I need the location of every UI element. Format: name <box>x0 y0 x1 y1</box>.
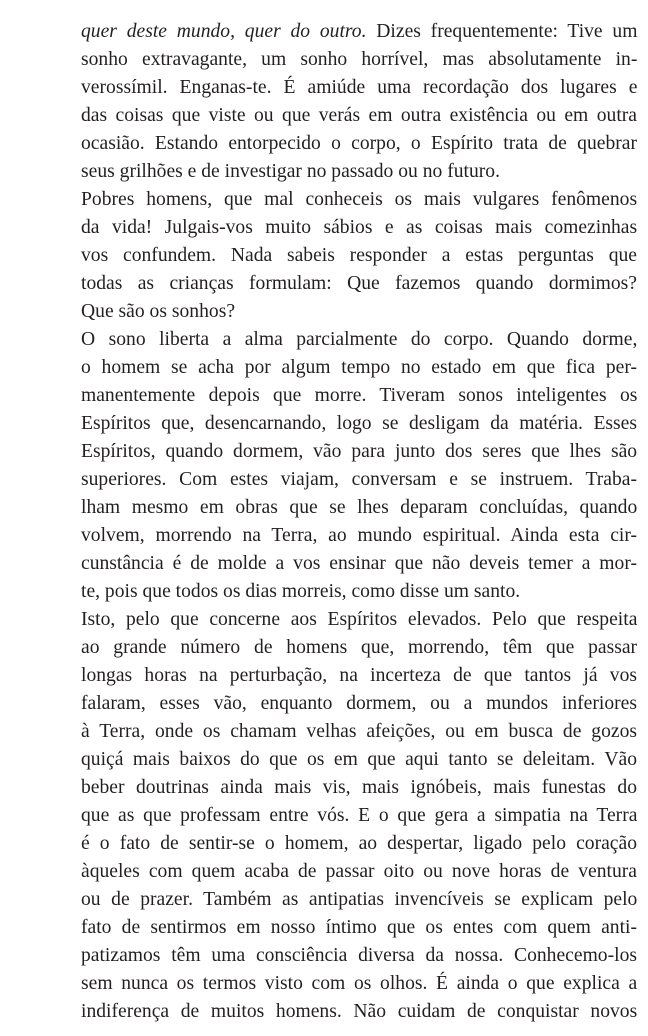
text-line <box>81 186 637 214</box>
text-line <box>81 942 637 970</box>
line-text: manentemente depois que morre. Tiveram sonos inteligentes os <box>81 385 638 406</box>
text-line <box>81 158 637 186</box>
line-text: Dizes frequentemente: Tive um <box>366 21 638 42</box>
text-line <box>81 298 637 326</box>
line-text: superiores. Com estes viajam, conversam e se instruem. Traba- <box>81 469 637 490</box>
paragraph <box>81 326 637 606</box>
line-text: quiçá mais baixos do que os em que aqui tanto se deleitam. Vão <box>81 749 637 770</box>
text-line <box>81 606 637 634</box>
text-line <box>81 270 637 298</box>
text-line <box>81 858 637 886</box>
text-line <box>81 410 637 438</box>
line-text: falaram, esses vão, enquanto dormem, ou a mundos inferiores <box>81 693 637 714</box>
text-line <box>81 718 637 746</box>
text-line <box>81 774 637 802</box>
paragraph <box>81 18 637 186</box>
line-text: ao grande número de homens que, morrendo, têm que passar <box>81 637 638 658</box>
text-line <box>81 130 637 158</box>
line-text: Pobres homens, que mal conheceis os mais vulgares fenômenos <box>81 189 638 210</box>
line-text: patizamos têm uma consciência diversa da nossa. Conhecemo-los <box>81 945 637 966</box>
line-text: Isto, pelo que concerne aos Espíritos elevados. Pelo que respeita <box>81 609 638 630</box>
line-text: o homem se acha por algum tempo no estado em que fica per- <box>81 357 638 378</box>
line-text: Espíritos, quando dormem, vão para junto dos seres que lhes são <box>81 441 638 462</box>
line-text: indiferença de muitos homens. Não cuidam de conquistar novos <box>81 1001 638 1022</box>
text-line <box>81 242 637 270</box>
text-line <box>81 550 637 578</box>
line-text: que as que professam entre vós. E o que gera a simpatia na Terra <box>81 805 638 826</box>
line-text: é o fato de sentir-se o homem, ao despertar, ligado pelo coração <box>81 833 637 854</box>
text-line <box>81 662 637 690</box>
line-text: todas as crianças formulam: Que fazemos quando dormimos? <box>81 273 637 294</box>
text-line <box>81 970 637 998</box>
text-line <box>81 634 637 662</box>
line-text: ou de prazer. Também as antipatias invencíveis se explicam pelo <box>81 889 638 910</box>
page-body-text <box>81 18 637 1026</box>
line-text: longas horas na perturbação, na incerteza de que tantos já vos <box>81 665 637 686</box>
line-text: sem nunca os termos visto com os olhos. É ainda o que explica a <box>81 973 638 994</box>
text-line <box>81 18 637 46</box>
text-line <box>81 886 637 914</box>
line-text: cunstância é de molde a vos ensinar que não deveis temer a mor- <box>81 553 637 574</box>
line-text: Espíritos que, desencarnando, logo se desligam da matéria. Esses <box>81 413 637 434</box>
text-line <box>81 998 637 1026</box>
text-line <box>81 746 637 774</box>
line-text: à Terra, onde os chamam velhas afeições, ou em busca de gozos <box>81 721 637 742</box>
italic-text: quer deste mundo, quer do outro. <box>81 21 367 42</box>
text-line <box>81 102 637 130</box>
line-text: das coisas que viste ou que verás em outra existência ou em outra <box>81 105 637 126</box>
text-line <box>81 354 637 382</box>
line-text: àqueles com quem acaba de passar oito ou nove horas de ventura <box>81 861 637 882</box>
text-line <box>81 578 637 606</box>
paragraph <box>81 186 637 326</box>
text-line <box>81 46 637 74</box>
line-text: sonho extravagante, um sonho horrível, mas absolutamente in- <box>81 49 638 70</box>
line-text: fato de sentirmos em nosso íntimo que os entes com quem anti- <box>81 917 637 938</box>
line-text: te, pois que todos os dias morreis, como disse um santo. <box>81 581 521 602</box>
line-text: volvem, morrendo na Terra, ao mundo espiritual. Ainda esta cir- <box>81 525 637 546</box>
paragraph <box>81 606 637 1026</box>
text-line <box>81 802 637 830</box>
text-line <box>81 914 637 942</box>
line-text: beber doutrinas ainda mais vis, mais ignóbeis, mais funestas do <box>81 777 637 798</box>
line-text: lham mesmo em obras que se lhes deparam concluídas, quando <box>81 497 638 518</box>
line-text: verossímil. Enganas-te. É amiúde uma recordação dos lugares e <box>81 77 638 98</box>
text-line <box>81 214 637 242</box>
text-line <box>81 438 637 466</box>
text-line <box>81 830 637 858</box>
line-text: da vida! Julgais-vos muito sábios e as coisas mais comezinhas <box>81 217 638 238</box>
line-text: ocasião. Estando entorpecido o corpo, o Espírito trata de quebrar <box>81 133 637 154</box>
text-line <box>81 690 637 718</box>
text-line <box>81 74 637 102</box>
text-line <box>81 466 637 494</box>
text-line <box>81 494 637 522</box>
text-line <box>81 326 637 354</box>
text-line <box>81 382 637 410</box>
line-text: seus grilhões e de investigar no passado ou no futuro. <box>81 161 501 182</box>
line-text: Que são os sonhos? <box>81 301 236 322</box>
line-text: vos confundem. Nada sabeis responder a estas perguntas que <box>81 245 637 266</box>
line-text: O sono liberta a alma parcialmente do corpo. Quando dorme, <box>81 329 638 350</box>
text-line <box>81 522 637 550</box>
